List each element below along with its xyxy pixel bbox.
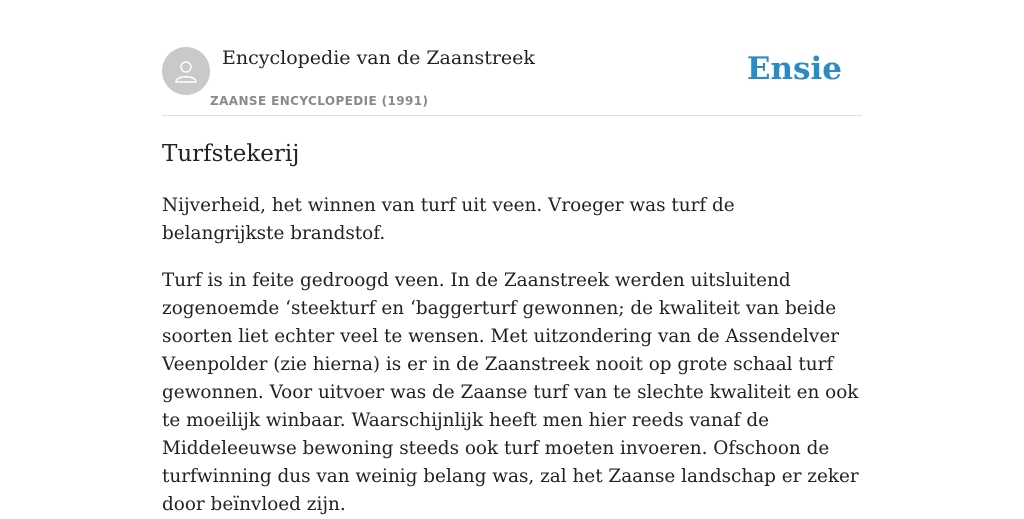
source-subtitle[interactable]: ZAANSE ENCYCLOPEDIE (1991) — [210, 94, 429, 108]
article-title: Turfstekerij — [162, 141, 300, 167]
user-icon — [172, 57, 200, 85]
article-header — [162, 0, 862, 116]
article-page — [162, 0, 862, 515]
brand-logo[interactable]: Ensie — [746, 51, 842, 87]
avatar[interactable] — [162, 47, 210, 95]
source-title[interactable]: Encyclopedie van de Zaanstreek — [222, 47, 535, 69]
article-paragraph: Turf is in feite gedroogd veen. In de Zaanstreek werden uitsluitend zogenoemde ‘steekturf en ‘baggerturf gewonnen; de kwaliteit van beide soorten liet echter veel te wensen. Met uitzondering van de Assendelver Veenpolder (zie hierna) is er in de Zaanstreek nooit op grote schaal turf gewonnen. Voor uitvoer was de Zaanse turf van te slechte kwaliteit en ook te moeilijk winbaar. Waarschijnlijk heeft men hier reeds vanaf de Middeleeuwse bewoning steeds ook turf moeten invoeren. Ofschoon de turfwinning dus van weinig belang was, zal het Zaanse landschap er zeker door beïnvloed zijn. — [162, 270, 859, 515]
article-paragraph: Nijverheid, het winnen van turf uit veen. Vroeger was turf de belangrijkste brandstof. — [162, 195, 735, 244]
